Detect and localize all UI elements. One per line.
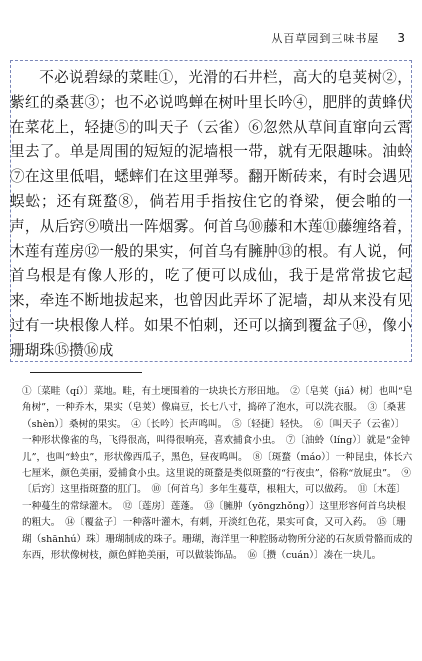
page-number: 3 [397,31,406,45]
main-text [10,66,412,364]
footnote-text: ①〔菜畦（qí）〕菜地。畦，有土埂围着的一块块长方形田地。 ②〔皂荚（jiá）树〕也叫“皂角树”，一种乔木，果实（皂荚）像扁豆，长七八寸，捣碎了泡水，可以洗衣服。 ③〔桑葚（shèn）〕桑树的果实。 ④〔长吟〕长声鸣叫。 ⑤〔轻捷〕轻快。 ⑥〔叫天子（云雀）〕一种形状像雀的鸟，飞得很高，叫得很响亮，喜欢捕食小虫。 ⑦〔油蛉（líng）〕就是“金钟儿”，也叫“蛉虫”，形状像西瓜子，黑色，昼夜鸣叫。 ⑧〔斑蝥（máo）〕一种昆虫，体长六七厘米，颜色美丽，爱捕食小虫。这里说的斑蝥是类似斑蝥的“行夜虫”，俗称“放屁虫”。 ⑨〔后窍〕这里指斑蝥的肛门。 ⑩〔何首乌〕多年生蔓草，根粗大，可以做药。 ⑪〔木莲〕一种蔓生的常绿灌木。 ⑫〔莲房〕莲蓬。 ⑬〔臃肿（yōngzhǒng）〕这里形容何首乌块根的粗大。 ⑭〔覆盆子〕一种落叶灌木，有刺，开淡红色花，果实可食，又可入药。 ⑮〔珊瑚（shānhú）珠〕珊瑚制成的珠子。珊瑚，海洋里一种腔肠动物所分泌的石灰质骨骼而成的东西，形状像树枝，颜色鲜艳美丽，可以做装饰品。 ⑯〔攒（cuán）〕凑在一块儿。 [22,386,413,562]
main-paragraph: 不必说碧绿的菜畦①，光滑的石井栏，高大的皂荚树②，紫红的桑葚③；也不必说鸣蝉在树叶里长吟④，肥胖的黄蜂伏在菜花上，轻捷⑤的叫天子（云雀）⑥忽然从草间直窜向云霄里去了。单是周围的短短的泥墙根一带，就有无限趣味。油蛉⑦在这里低唱，蟋蟀们在这里弹琴。翻开断砖来，有时会遇见蜈蚣；还有斑蝥⑧，倘若用手指按住它的脊梁，便会啪的一声，从后窍⑨喷出一阵烟雾。何首乌⑩藤和木莲⑪藤缠络着，木莲有莲房⑫一般的果实，何首乌有臃肿⑬的根。有人说，何首乌根是有像人形的，吃了便可以成仙，我于是常常拔它起来，牵连不断地拔起来，也曾因此弄坏了泥墙，却从来没有见过有一块根像人样。如果不怕刺，还可以摘到覆盆子⑭，像小珊瑚珠⑮攒⑯成 [10,69,412,359]
footnote-divider [30,372,142,373]
page-header [271,30,406,46]
footnotes [22,384,414,564]
running-title: 从百草园到三味书屋 [271,32,380,45]
